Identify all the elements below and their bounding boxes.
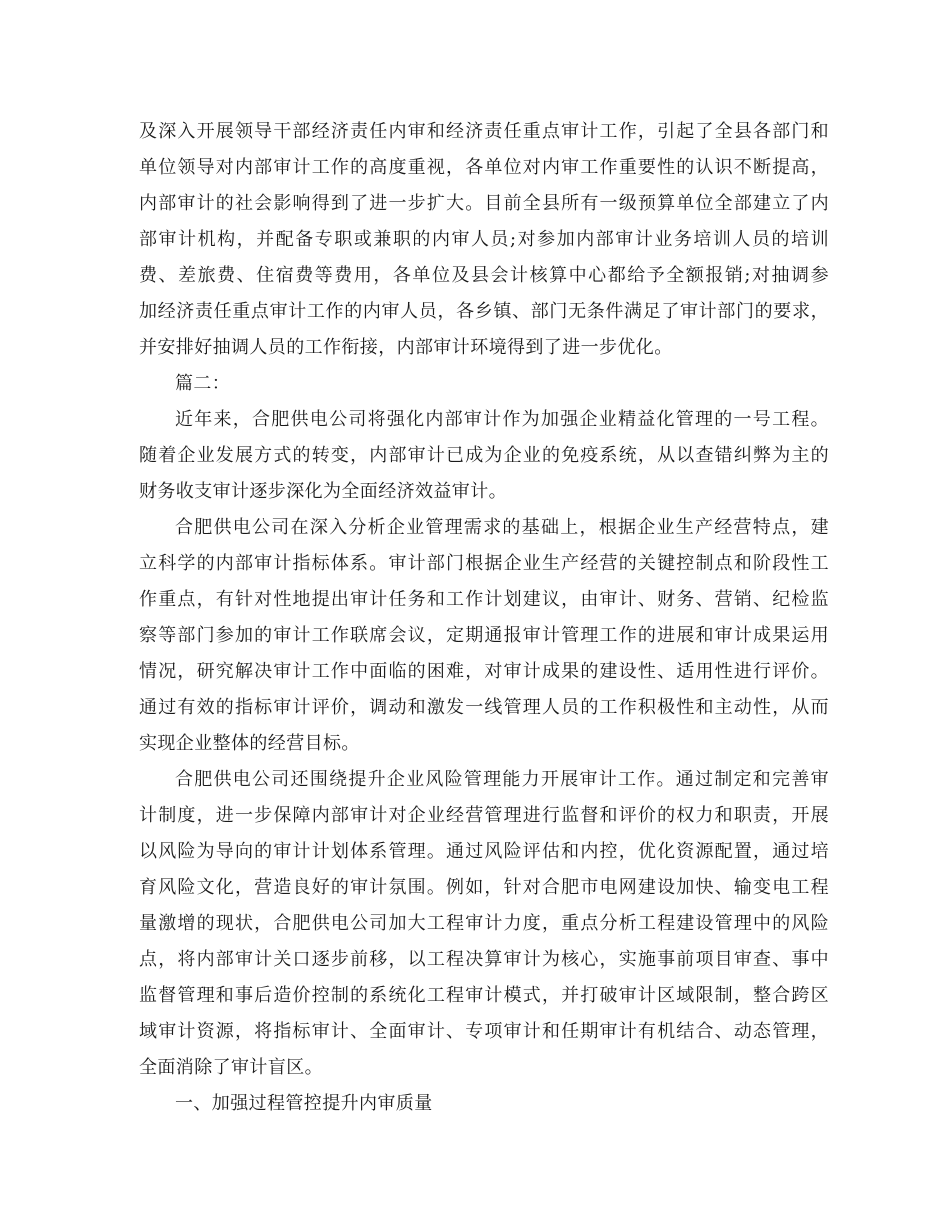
- text-line: 及深入开展领导干部经济责任内审和经济责任重点审计工作，引起了全县各部门和: [139, 121, 829, 142]
- text-line: 计制度，进一步保障内部审计对企业经营管理进行监督和评价的权力和职责，开展: [139, 805, 829, 826]
- text-line: 近年来，合肥供电公司将强化内部审计作为加强企业精益化管理的一号工程。: [175, 409, 829, 430]
- text-line: 情况，研究解决审计工作中面临的困难，对审计成果的建设性、适用性进行评价。: [139, 661, 829, 682]
- paragraph: [139, 402, 829, 510]
- text-line: 以风险为导向的审计计划体系管理。通过风险评估和内控，优化资源配置，通过培: [139, 841, 829, 862]
- text-line: 全面消除了审计盲区。: [139, 1057, 323, 1078]
- document-body: [139, 114, 829, 1122]
- text-line: 并安排好抽调人员的工作衔接，内部审计环境得到了进一步优化。: [139, 337, 673, 358]
- section-label: [139, 366, 829, 402]
- text-line: 实现企业整体的经营目标。: [139, 733, 360, 754]
- text-line: 内部审计的社会影响得到了进一步扩大。目前全县所有一级预算单位全部建立了内: [139, 193, 829, 214]
- text-line: 单位领导对内部审计工作的高度重视，各单位对内审工作重要性的认识不断提高，: [139, 157, 829, 178]
- section-heading: [139, 1086, 829, 1122]
- text-line: 察等部门参加的审计工作联席会议，定期通报审计管理工作的进展和审计成果运用: [139, 625, 829, 646]
- text-line: 域审计资源，将指标审计、全面审计、专项审计和任期审计有机结合、动态管理，: [139, 1021, 829, 1042]
- text-line: 点，将内部审计关口逐步前移，以工程决算审计为核心，实施事前项目审查、事中: [139, 949, 829, 970]
- text-line: 随着企业发展方式的转变，内部审计已成为企业的免疫系统，从以查错纠弊为主的: [139, 445, 829, 466]
- text-line: 作重点，有针对性地提出审计任务和工作计划建议，由审计、财务、营销、纪检监: [139, 589, 829, 610]
- paragraph: [139, 510, 829, 762]
- paragraph: [139, 762, 829, 1086]
- text-line: 加经济责任重点审计工作的内审人员，各乡镇、部门无条件满足了审计部门的要求，: [139, 301, 829, 322]
- text-line: 费、差旅费、住宿费等费用，各单位及县会计核算中心都给予全额报销;对抽调参: [139, 265, 829, 286]
- text-line: 育风险文化，营造良好的审计氛围。例如，针对合肥市电网建设加快、输变电工程: [139, 877, 829, 898]
- text-line: 合肥供电公司还围绕提升企业风险管理能力开展审计工作。通过制定和完善审: [175, 769, 829, 790]
- section-heading-text: 一、加强过程管控提升内审质量: [175, 1093, 433, 1114]
- text-line: 财务收支审计逐步深化为全面经济效益审计。: [139, 481, 507, 502]
- text-line: 立科学的内部审计指标体系。审计部门根据企业生产经营的关键控制点和阶段性工: [139, 553, 829, 574]
- section-label-text: 篇二：: [175, 373, 231, 394]
- text-line: 合肥供电公司在深入分析企业管理需求的基础上，根据企业生产经营特点，建: [175, 517, 829, 538]
- text-line: 通过有效的指标审计评价，调动和激发一线管理人员的工作积极性和主动性，从而: [139, 697, 829, 718]
- text-line: 部审计机构，并配备专职或兼职的内审人员;对参加内部审计业务培训人员的培训: [139, 229, 829, 250]
- text-line: 量激增的现状，合肥供电公司加大工程审计力度，重点分析工程建设管理中的风险: [139, 913, 829, 934]
- text-line: 监督管理和事后造价控制的系统化工程审计模式，并打破审计区域限制，整合跨区: [139, 985, 829, 1006]
- paragraph: [139, 114, 829, 366]
